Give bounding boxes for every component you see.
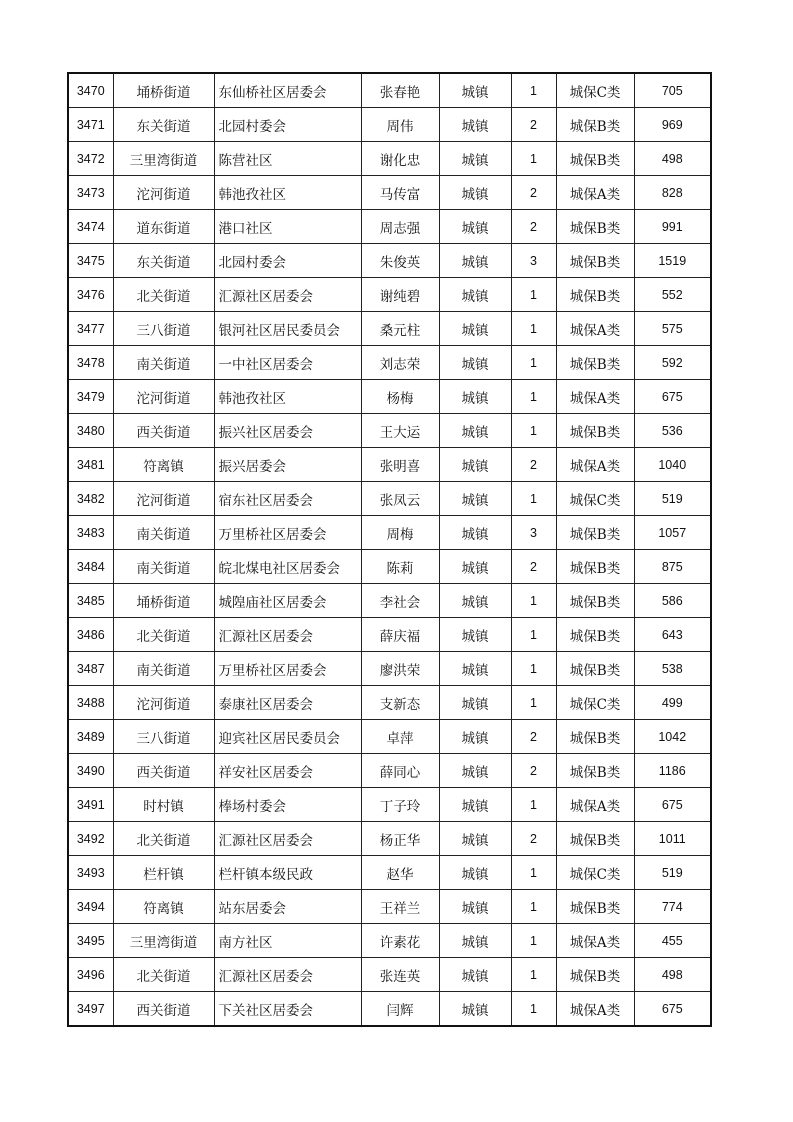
cell-insurance-category: 城保C类 bbox=[556, 73, 634, 108]
cell-amount: 586 bbox=[634, 584, 711, 618]
cell-street: 三八街道 bbox=[113, 720, 214, 754]
cell-community: 汇源社区居委会 bbox=[214, 278, 361, 312]
cell-household-type: 城镇 bbox=[439, 210, 511, 244]
cell-name: 张连英 bbox=[361, 958, 439, 992]
cell-amount: 875 bbox=[634, 550, 711, 584]
cell-name: 周伟 bbox=[361, 108, 439, 142]
cell-name: 刘志荣 bbox=[361, 346, 439, 380]
cell-record-id: 3477 bbox=[68, 312, 113, 346]
cell-record-id: 3478 bbox=[68, 346, 113, 380]
cell-amount: 1042 bbox=[634, 720, 711, 754]
cell-record-id: 3473 bbox=[68, 176, 113, 210]
cell-street: 北关街道 bbox=[113, 278, 214, 312]
cell-name: 谢纯碧 bbox=[361, 278, 439, 312]
cell-household-type: 城镇 bbox=[439, 856, 511, 890]
table-row bbox=[68, 924, 711, 958]
cell-street: 南关街道 bbox=[113, 346, 214, 380]
cell-name: 廖洪荣 bbox=[361, 652, 439, 686]
cell-household-type: 城镇 bbox=[439, 788, 511, 822]
cell-household-type: 城镇 bbox=[439, 924, 511, 958]
cell-household-type: 城镇 bbox=[439, 142, 511, 176]
cell-household-type: 城镇 bbox=[439, 516, 511, 550]
cell-name: 李社会 bbox=[361, 584, 439, 618]
cell-community: 振兴居委会 bbox=[214, 448, 361, 482]
cell-member-count: 1 bbox=[511, 856, 556, 890]
cell-name: 朱俊英 bbox=[361, 244, 439, 278]
cell-street: 三八街道 bbox=[113, 312, 214, 346]
table-row bbox=[68, 516, 711, 550]
cell-community: 泰康社区居委会 bbox=[214, 686, 361, 720]
cell-household-type: 城镇 bbox=[439, 686, 511, 720]
cell-household-type: 城镇 bbox=[439, 754, 511, 788]
cell-member-count: 3 bbox=[511, 516, 556, 550]
cell-insurance-category: 城保A类 bbox=[556, 380, 634, 414]
cell-household-type: 城镇 bbox=[439, 73, 511, 108]
cell-community: 汇源社区居委会 bbox=[214, 618, 361, 652]
cell-amount: 643 bbox=[634, 618, 711, 652]
cell-community: 南方社区 bbox=[214, 924, 361, 958]
cell-member-count: 1 bbox=[511, 992, 556, 1027]
cell-household-type: 城镇 bbox=[439, 244, 511, 278]
cell-insurance-category: 城保B类 bbox=[556, 516, 634, 550]
cell-community: 韩池孜社区 bbox=[214, 380, 361, 414]
cell-amount: 1186 bbox=[634, 754, 711, 788]
table-row bbox=[68, 244, 711, 278]
table-row bbox=[68, 856, 711, 890]
cell-insurance-category: 城保C类 bbox=[556, 482, 634, 516]
cell-member-count: 1 bbox=[511, 924, 556, 958]
cell-member-count: 2 bbox=[511, 822, 556, 856]
cell-insurance-category: 城保C类 bbox=[556, 856, 634, 890]
cell-amount: 519 bbox=[634, 856, 711, 890]
cell-street: 西关街道 bbox=[113, 754, 214, 788]
cell-record-id: 3488 bbox=[68, 686, 113, 720]
cell-record-id: 3491 bbox=[68, 788, 113, 822]
cell-name: 张凤云 bbox=[361, 482, 439, 516]
cell-record-id: 3481 bbox=[68, 448, 113, 482]
cell-amount: 498 bbox=[634, 142, 711, 176]
cell-street: 埇桥街道 bbox=[113, 584, 214, 618]
cell-community: 振兴社区居委会 bbox=[214, 414, 361, 448]
cell-community: 祥安社区居委会 bbox=[214, 754, 361, 788]
cell-name: 马传富 bbox=[361, 176, 439, 210]
cell-household-type: 城镇 bbox=[439, 414, 511, 448]
cell-record-id: 3480 bbox=[68, 414, 113, 448]
cell-household-type: 城镇 bbox=[439, 482, 511, 516]
cell-amount: 498 bbox=[634, 958, 711, 992]
cell-household-type: 城镇 bbox=[439, 278, 511, 312]
cell-name: 卓萍 bbox=[361, 720, 439, 754]
cell-member-count: 2 bbox=[511, 210, 556, 244]
cell-amount: 675 bbox=[634, 992, 711, 1027]
table-row bbox=[68, 788, 711, 822]
cell-member-count: 2 bbox=[511, 550, 556, 584]
cell-street: 符离镇 bbox=[113, 448, 214, 482]
cell-community: 汇源社区居委会 bbox=[214, 822, 361, 856]
cell-insurance-category: 城保A类 bbox=[556, 176, 634, 210]
table-row bbox=[68, 448, 711, 482]
table-row bbox=[68, 108, 711, 142]
cell-name: 闫辉 bbox=[361, 992, 439, 1027]
cell-household-type: 城镇 bbox=[439, 958, 511, 992]
cell-member-count: 2 bbox=[511, 108, 556, 142]
cell-street: 东关街道 bbox=[113, 108, 214, 142]
cell-community: 汇源社区居委会 bbox=[214, 958, 361, 992]
cell-amount: 519 bbox=[634, 482, 711, 516]
cell-household-type: 城镇 bbox=[439, 652, 511, 686]
cell-amount: 705 bbox=[634, 73, 711, 108]
cell-member-count: 1 bbox=[511, 414, 556, 448]
cell-community: 棒场村委会 bbox=[214, 788, 361, 822]
cell-street: 沱河街道 bbox=[113, 176, 214, 210]
cell-insurance-category: 城保B类 bbox=[556, 584, 634, 618]
cell-amount: 1057 bbox=[634, 516, 711, 550]
cell-amount: 536 bbox=[634, 414, 711, 448]
cell-household-type: 城镇 bbox=[439, 890, 511, 924]
cell-member-count: 3 bbox=[511, 244, 556, 278]
cell-amount: 575 bbox=[634, 312, 711, 346]
cell-household-type: 城镇 bbox=[439, 380, 511, 414]
table-row bbox=[68, 822, 711, 856]
cell-street: 沱河街道 bbox=[113, 482, 214, 516]
table-row bbox=[68, 482, 711, 516]
cell-amount: 552 bbox=[634, 278, 711, 312]
cell-member-count: 2 bbox=[511, 754, 556, 788]
cell-community: 下关社区居委会 bbox=[214, 992, 361, 1027]
cell-insurance-category: 城保B类 bbox=[556, 720, 634, 754]
cell-amount: 1040 bbox=[634, 448, 711, 482]
cell-member-count: 1 bbox=[511, 278, 556, 312]
table-row bbox=[68, 176, 711, 210]
cell-community: 北园村委会 bbox=[214, 244, 361, 278]
cell-name: 丁子玲 bbox=[361, 788, 439, 822]
cell-record-id: 3479 bbox=[68, 380, 113, 414]
table-row bbox=[68, 754, 711, 788]
cell-insurance-category: 城保B类 bbox=[556, 958, 634, 992]
cell-name: 赵华 bbox=[361, 856, 439, 890]
records-table bbox=[67, 72, 712, 1027]
cell-name: 陈莉 bbox=[361, 550, 439, 584]
cell-name: 谢化忠 bbox=[361, 142, 439, 176]
cell-street: 南关街道 bbox=[113, 550, 214, 584]
cell-insurance-category: 城保A类 bbox=[556, 312, 634, 346]
cell-record-id: 3476 bbox=[68, 278, 113, 312]
cell-amount: 538 bbox=[634, 652, 711, 686]
cell-record-id: 3470 bbox=[68, 73, 113, 108]
cell-street: 南关街道 bbox=[113, 516, 214, 550]
cell-insurance-category: 城保B类 bbox=[556, 142, 634, 176]
cell-household-type: 城镇 bbox=[439, 618, 511, 652]
cell-amount: 1519 bbox=[634, 244, 711, 278]
cell-insurance-category: 城保B类 bbox=[556, 108, 634, 142]
cell-community: 万里桥社区居委会 bbox=[214, 652, 361, 686]
table-row bbox=[68, 278, 711, 312]
cell-street: 东关街道 bbox=[113, 244, 214, 278]
cell-street: 沱河街道 bbox=[113, 686, 214, 720]
cell-record-id: 3496 bbox=[68, 958, 113, 992]
cell-name: 支新态 bbox=[361, 686, 439, 720]
table-row bbox=[68, 890, 711, 924]
cell-community: 宿东社区居委会 bbox=[214, 482, 361, 516]
cell-amount: 592 bbox=[634, 346, 711, 380]
cell-name: 周志强 bbox=[361, 210, 439, 244]
cell-community: 皖北煤电社区居委会 bbox=[214, 550, 361, 584]
cell-record-id: 3493 bbox=[68, 856, 113, 890]
table-row bbox=[68, 346, 711, 380]
table-row bbox=[68, 73, 711, 108]
cell-street: 道东街道 bbox=[113, 210, 214, 244]
cell-member-count: 1 bbox=[511, 788, 556, 822]
cell-insurance-category: 城保B类 bbox=[556, 414, 634, 448]
table-row bbox=[68, 652, 711, 686]
cell-community: 栏杆镇本级民政 bbox=[214, 856, 361, 890]
cell-household-type: 城镇 bbox=[439, 584, 511, 618]
cell-member-count: 2 bbox=[511, 176, 556, 210]
cell-member-count: 1 bbox=[511, 142, 556, 176]
cell-street: 三里湾街道 bbox=[113, 924, 214, 958]
table-row bbox=[68, 992, 711, 1027]
cell-household-type: 城镇 bbox=[439, 992, 511, 1027]
cell-street: 沱河街道 bbox=[113, 380, 214, 414]
cell-community: 韩池孜社区 bbox=[214, 176, 361, 210]
cell-member-count: 2 bbox=[511, 448, 556, 482]
cell-street: 时村镇 bbox=[113, 788, 214, 822]
cell-record-id: 3485 bbox=[68, 584, 113, 618]
cell-community: 北园村委会 bbox=[214, 108, 361, 142]
cell-member-count: 1 bbox=[511, 584, 556, 618]
cell-insurance-category: 城保A类 bbox=[556, 448, 634, 482]
table-row bbox=[68, 142, 711, 176]
cell-insurance-category: 城保B类 bbox=[556, 346, 634, 380]
table-row bbox=[68, 720, 711, 754]
cell-street: 三里湾街道 bbox=[113, 142, 214, 176]
cell-insurance-category: 城保B类 bbox=[556, 754, 634, 788]
cell-community: 城隍庙社区居委会 bbox=[214, 584, 361, 618]
cell-insurance-category: 城保B类 bbox=[556, 278, 634, 312]
cell-amount: 774 bbox=[634, 890, 711, 924]
table-row bbox=[68, 414, 711, 448]
cell-member-count: 1 bbox=[511, 652, 556, 686]
cell-street: 北关街道 bbox=[113, 822, 214, 856]
records-table-body bbox=[68, 73, 711, 1026]
cell-street: 南关街道 bbox=[113, 652, 214, 686]
cell-record-id: 3495 bbox=[68, 924, 113, 958]
cell-record-id: 3482 bbox=[68, 482, 113, 516]
table-row bbox=[68, 584, 711, 618]
cell-record-id: 3494 bbox=[68, 890, 113, 924]
cell-record-id: 3471 bbox=[68, 108, 113, 142]
cell-member-count: 1 bbox=[511, 73, 556, 108]
cell-name: 王大运 bbox=[361, 414, 439, 448]
cell-amount: 675 bbox=[634, 788, 711, 822]
cell-name: 王祥兰 bbox=[361, 890, 439, 924]
cell-household-type: 城镇 bbox=[439, 822, 511, 856]
table-row bbox=[68, 380, 711, 414]
cell-household-type: 城镇 bbox=[439, 108, 511, 142]
cell-community: 港口社区 bbox=[214, 210, 361, 244]
cell-record-id: 3487 bbox=[68, 652, 113, 686]
cell-record-id: 3486 bbox=[68, 618, 113, 652]
cell-insurance-category: 城保A类 bbox=[556, 788, 634, 822]
cell-record-id: 3497 bbox=[68, 992, 113, 1027]
cell-record-id: 3483 bbox=[68, 516, 113, 550]
cell-amount: 675 bbox=[634, 380, 711, 414]
cell-household-type: 城镇 bbox=[439, 720, 511, 754]
cell-record-id: 3475 bbox=[68, 244, 113, 278]
cell-record-id: 3484 bbox=[68, 550, 113, 584]
cell-community: 陈营社区 bbox=[214, 142, 361, 176]
cell-member-count: 1 bbox=[511, 618, 556, 652]
cell-insurance-category: 城保B类 bbox=[556, 890, 634, 924]
cell-member-count: 1 bbox=[511, 890, 556, 924]
table-row bbox=[68, 618, 711, 652]
cell-household-type: 城镇 bbox=[439, 346, 511, 380]
cell-member-count: 1 bbox=[511, 380, 556, 414]
cell-community: 银河社区居民委员会 bbox=[214, 312, 361, 346]
cell-street: 栏杆镇 bbox=[113, 856, 214, 890]
cell-name: 薛庆福 bbox=[361, 618, 439, 652]
cell-name: 桑元柱 bbox=[361, 312, 439, 346]
cell-insurance-category: 城保B类 bbox=[556, 244, 634, 278]
cell-community: 站东居委会 bbox=[214, 890, 361, 924]
cell-street: 西关街道 bbox=[113, 992, 214, 1027]
cell-name: 薛同心 bbox=[361, 754, 439, 788]
cell-name: 周梅 bbox=[361, 516, 439, 550]
cell-member-count: 1 bbox=[511, 312, 556, 346]
cell-member-count: 1 bbox=[511, 482, 556, 516]
cell-street: 北关街道 bbox=[113, 958, 214, 992]
cell-amount: 1011 bbox=[634, 822, 711, 856]
cell-amount: 969 bbox=[634, 108, 711, 142]
cell-name: 杨正华 bbox=[361, 822, 439, 856]
cell-street: 北关街道 bbox=[113, 618, 214, 652]
cell-community: 一中社区居委会 bbox=[214, 346, 361, 380]
cell-insurance-category: 城保C类 bbox=[556, 686, 634, 720]
cell-insurance-category: 城保B类 bbox=[556, 618, 634, 652]
cell-insurance-category: 城保B类 bbox=[556, 822, 634, 856]
cell-name: 张明喜 bbox=[361, 448, 439, 482]
cell-record-id: 3472 bbox=[68, 142, 113, 176]
cell-household-type: 城镇 bbox=[439, 550, 511, 584]
cell-member-count: 2 bbox=[511, 720, 556, 754]
table-row bbox=[68, 958, 711, 992]
cell-insurance-category: 城保A类 bbox=[556, 924, 634, 958]
cell-community: 迎宾社区居民委员会 bbox=[214, 720, 361, 754]
cell-household-type: 城镇 bbox=[439, 448, 511, 482]
cell-community: 东仙桥社区居委会 bbox=[214, 73, 361, 108]
cell-household-type: 城镇 bbox=[439, 312, 511, 346]
cell-street: 符离镇 bbox=[113, 890, 214, 924]
cell-member-count: 1 bbox=[511, 686, 556, 720]
cell-amount: 991 bbox=[634, 210, 711, 244]
cell-household-type: 城镇 bbox=[439, 176, 511, 210]
cell-record-id: 3490 bbox=[68, 754, 113, 788]
cell-record-id: 3489 bbox=[68, 720, 113, 754]
cell-insurance-category: 城保B类 bbox=[556, 550, 634, 584]
cell-name: 张春艳 bbox=[361, 73, 439, 108]
cell-amount: 499 bbox=[634, 686, 711, 720]
cell-member-count: 1 bbox=[511, 346, 556, 380]
cell-member-count: 1 bbox=[511, 958, 556, 992]
cell-insurance-category: 城保B类 bbox=[556, 652, 634, 686]
cell-name: 杨梅 bbox=[361, 380, 439, 414]
cell-insurance-category: 城保B类 bbox=[556, 210, 634, 244]
cell-insurance-category: 城保A类 bbox=[556, 992, 634, 1027]
cell-street: 西关街道 bbox=[113, 414, 214, 448]
cell-name: 许素花 bbox=[361, 924, 439, 958]
cell-amount: 828 bbox=[634, 176, 711, 210]
table-row bbox=[68, 210, 711, 244]
table-row bbox=[68, 550, 711, 584]
cell-street: 埇桥街道 bbox=[113, 73, 214, 108]
table-row bbox=[68, 312, 711, 346]
cell-record-id: 3492 bbox=[68, 822, 113, 856]
table-row bbox=[68, 686, 711, 720]
cell-amount: 455 bbox=[634, 924, 711, 958]
cell-community: 万里桥社区居委会 bbox=[214, 516, 361, 550]
cell-record-id: 3474 bbox=[68, 210, 113, 244]
